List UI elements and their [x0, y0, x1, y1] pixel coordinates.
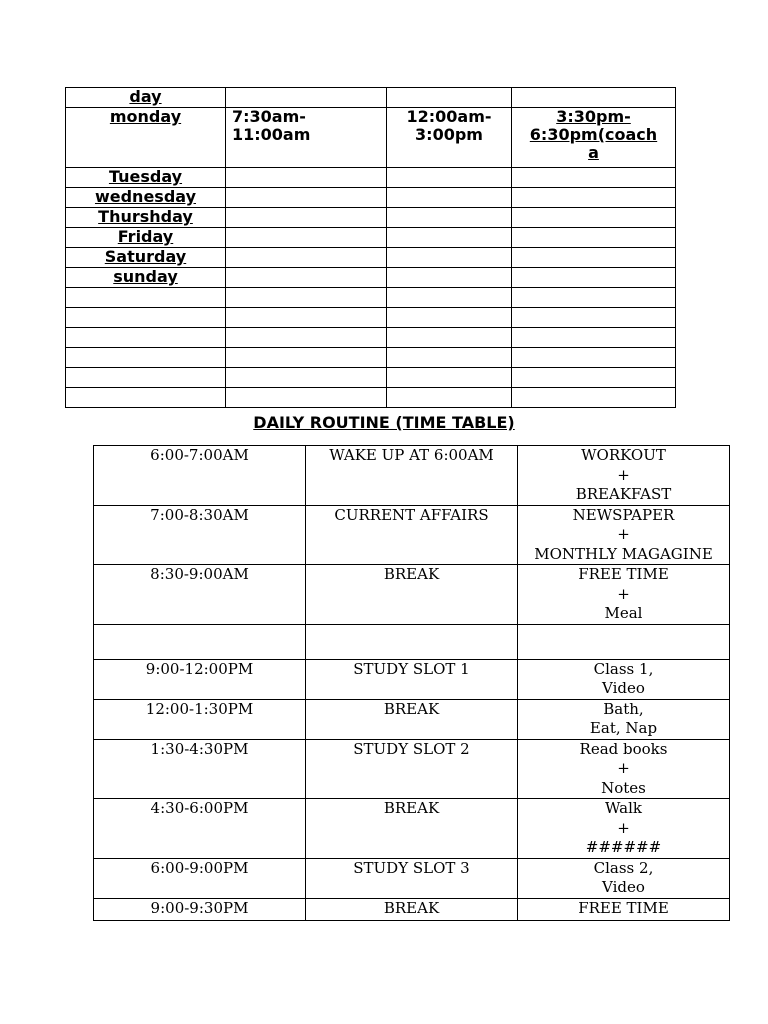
empty-cell: [387, 248, 512, 268]
detail-line: +: [617, 818, 630, 837]
slot2-line: 12:00am-: [406, 107, 492, 126]
day-row: [66, 228, 676, 248]
detail-line: Eat, Nap: [589, 719, 658, 737]
empty-cell: [512, 308, 676, 328]
empty-cell: [226, 388, 387, 408]
detail-cell: [518, 505, 730, 565]
detail-cell: [518, 739, 730, 799]
time-cell: 12:00-1:30PM: [94, 699, 306, 739]
detail-line: Bath,: [603, 699, 644, 718]
detail-cell: [518, 624, 730, 659]
detail-cell: [518, 565, 730, 625]
empty-cell: [512, 228, 676, 248]
empty-row: [66, 348, 676, 368]
empty-cell: [512, 328, 676, 348]
empty-cell: [226, 248, 387, 268]
day-row: [66, 188, 676, 208]
routine-row: [94, 659, 730, 699]
activity-cell: CURRENT AFFAIRS: [306, 505, 518, 565]
detail-cell: [518, 446, 730, 506]
routine-row: [94, 898, 730, 920]
routine-title: DAILY ROUTINE (TIME TABLE): [253, 413, 515, 432]
empty-cell: [66, 368, 226, 388]
empty-cell: [512, 268, 676, 288]
empty-cell: [226, 168, 387, 188]
empty-cell: [226, 308, 387, 328]
slot3-header: [512, 108, 676, 168]
day-name: wednesday: [66, 188, 226, 208]
empty-cell: [512, 208, 676, 228]
time-cell: 7:00-8:30AM: [94, 505, 306, 565]
empty-row: [66, 328, 676, 348]
empty-cell: [387, 268, 512, 288]
detail-line: Read books: [579, 739, 668, 758]
time-cell: 4:30-6:00PM: [94, 799, 306, 859]
empty-cell: [387, 368, 512, 388]
empty-cell: [387, 188, 512, 208]
empty-row: [94, 624, 730, 659]
day-name: Thurshday: [66, 208, 226, 228]
detail-cell: [518, 799, 730, 859]
routine-row: [94, 799, 730, 859]
day-name: Saturday: [66, 248, 226, 268]
slot1-line: 7:30am-: [232, 107, 306, 126]
day-row: [66, 168, 676, 188]
empty-cell: [387, 88, 512, 108]
detail-line: +: [617, 759, 630, 777]
empty-cell: [512, 288, 676, 308]
activity-cell: BREAK: [306, 898, 518, 920]
detail-line: WORKOUT: [581, 446, 666, 464]
empty-cell: [66, 308, 226, 328]
empty-row: [66, 368, 676, 388]
empty-row: [66, 388, 676, 408]
detail-cell: [518, 699, 730, 739]
routine-row: [94, 739, 730, 799]
detail-line: Class 1,: [593, 659, 654, 678]
daily-routine-table: [93, 445, 730, 921]
detail-line: +: [617, 465, 630, 484]
empty-cell: [512, 368, 676, 388]
empty-cell: [387, 228, 512, 248]
slot3-line: 3:30pm-: [556, 107, 631, 126]
empty-cell: [512, 348, 676, 368]
empty-cell: [226, 188, 387, 208]
empty-cell: [226, 268, 387, 288]
detail-line: FREE TIME: [578, 898, 669, 917]
day-name: monday: [66, 108, 226, 168]
time-cell: 9:00-9:30PM: [94, 898, 306, 920]
detail-line: Class 2,: [593, 858, 654, 877]
time-cell: [94, 624, 306, 659]
activity-cell: WAKE UP AT 6:00AM: [306, 446, 518, 506]
detail-line: Walk: [605, 799, 642, 817]
empty-row: [66, 288, 676, 308]
day-name: Friday: [66, 228, 226, 248]
weekly-header-row: [66, 88, 676, 108]
slot2-header: [387, 108, 512, 168]
empty-cell: [226, 328, 387, 348]
time-cell: 8:30-9:00AM: [94, 565, 306, 625]
routine-row: [94, 446, 730, 506]
empty-cell: [66, 348, 226, 368]
activity-cell: STUDY SLOT 1: [306, 659, 518, 699]
slot3-line: 6:30pm(coach: [529, 125, 658, 144]
detail-cell: [518, 858, 730, 898]
empty-cell: [387, 168, 512, 188]
time-cell: 9:00-12:00PM: [94, 659, 306, 699]
activity-cell: STUDY SLOT 2: [306, 739, 518, 799]
time-cell: 1:30-4:30PM: [94, 739, 306, 799]
empty-cell: [512, 168, 676, 188]
slot2-line: 3:00pm: [415, 125, 483, 144]
time-cell: 6:00-9:00PM: [94, 858, 306, 898]
detail-line: MONTHLY MAGAGINE: [534, 544, 713, 563]
slot1-line: 11:00am: [232, 125, 311, 144]
detail-line: ######: [585, 838, 662, 856]
detail-line: +: [617, 525, 630, 543]
empty-cell: [226, 368, 387, 388]
detail-line: Notes: [601, 778, 646, 797]
empty-cell: [387, 308, 512, 328]
empty-cell: [226, 348, 387, 368]
routine-row: [94, 858, 730, 898]
detail-line: +: [617, 584, 630, 603]
activity-cell: [306, 624, 518, 659]
empty-cell: [66, 328, 226, 348]
slot1-header: [226, 108, 387, 168]
empty-cell: [387, 288, 512, 308]
detail-line: Video: [602, 878, 645, 896]
routine-row: [94, 565, 730, 625]
activity-cell: BREAK: [306, 799, 518, 859]
daily-routine-body: [94, 446, 730, 921]
empty-cell: [512, 88, 676, 108]
empty-cell: [387, 348, 512, 368]
detail-line: BREAKFAST: [575, 485, 672, 503]
empty-cell: [226, 228, 387, 248]
empty-cell: [512, 388, 676, 408]
weekly-timetable: [65, 87, 676, 408]
empty-cell: [226, 208, 387, 228]
empty-cell: [387, 208, 512, 228]
monday-row: [66, 108, 676, 168]
detail-line: FREE TIME: [578, 565, 669, 583]
activity-cell: BREAK: [306, 565, 518, 625]
empty-cell: [387, 328, 512, 348]
empty-cell: [66, 288, 226, 308]
empty-cell: [66, 388, 226, 408]
detail-line: NEWSPAPER: [572, 505, 675, 524]
day-header: day: [66, 88, 226, 108]
detail-line: Meal: [604, 604, 643, 622]
empty-cell: [387, 388, 512, 408]
empty-row: [66, 308, 676, 328]
activity-cell: STUDY SLOT 3: [306, 858, 518, 898]
slot3-line: a: [588, 143, 599, 162]
activity-cell: BREAK: [306, 699, 518, 739]
day-row: [66, 208, 676, 228]
empty-cell: [512, 188, 676, 208]
empty-cell: [512, 248, 676, 268]
detail-cell: [518, 659, 730, 699]
day-name: Tuesday: [66, 168, 226, 188]
day-row: [66, 248, 676, 268]
day-name: sunday: [66, 268, 226, 288]
routine-row: [94, 699, 730, 739]
empty-cell: [226, 88, 387, 108]
empty-cell: [226, 288, 387, 308]
detail-cell: [518, 898, 730, 920]
detail-line: Video: [602, 679, 645, 697]
day-row: [66, 268, 676, 288]
routine-row: [94, 505, 730, 565]
time-cell: 6:00-7:00AM: [94, 446, 306, 506]
